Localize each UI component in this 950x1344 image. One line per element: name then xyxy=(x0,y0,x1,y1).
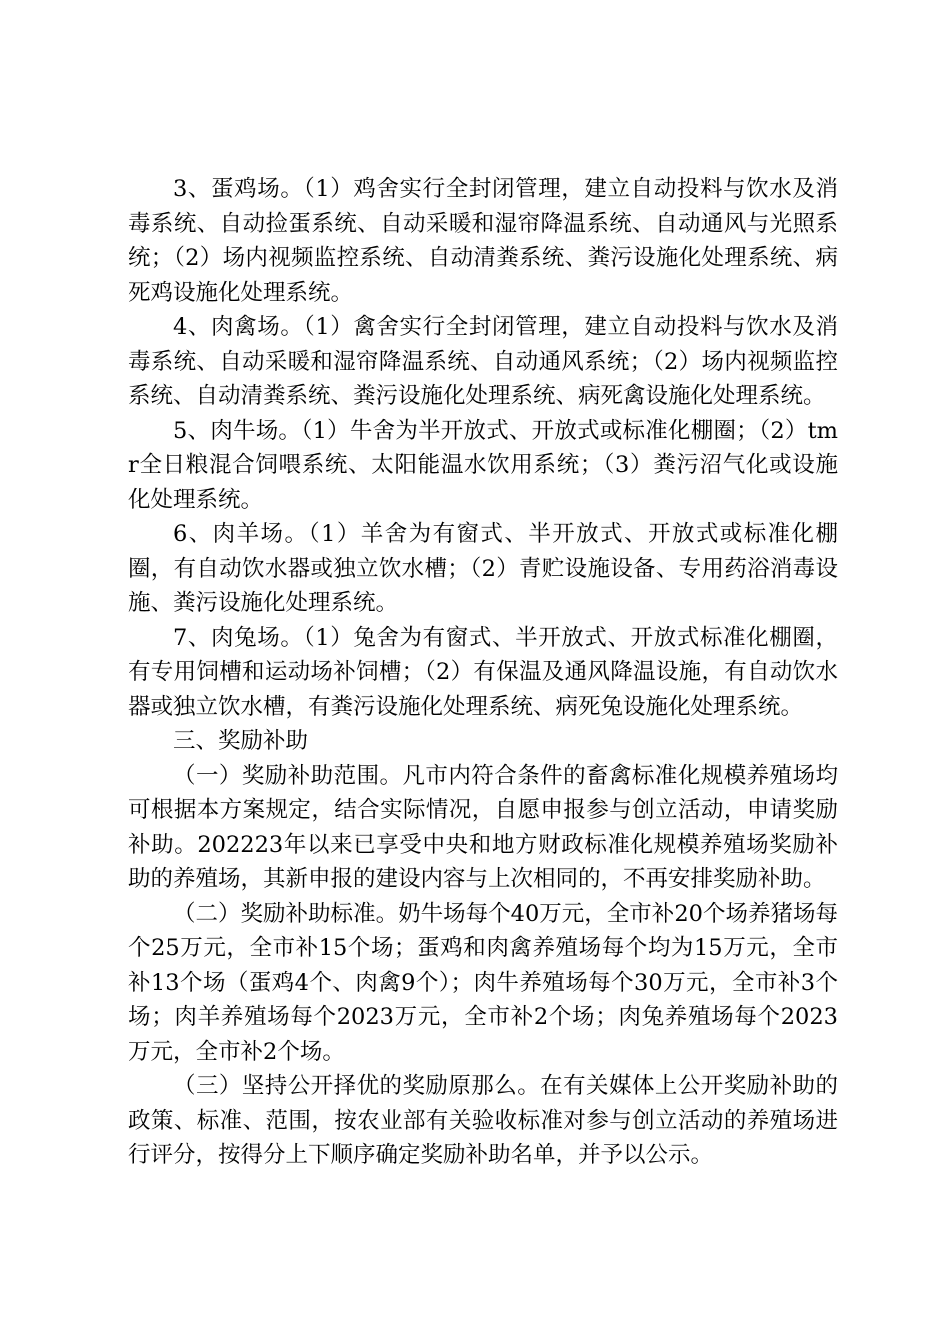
paragraph-reward-principle: （三）坚持公开择优的奖励原那么。在有关媒体上公开奖励补助的政策、标准、范围，按农业部有关验收标准对参与创立活动的养殖场进行评分，按得分上下顺序确定奖励补助名单，并予以公示。 xyxy=(128,1073,838,1168)
paragraph-rabbit-farm: 7、肉兔场。（1）兔舍为有窗式、半开放式、开放式标准化棚圈，有专用饲槽和运动场补饲槽；（2）有保温及通风降温设施，有自动饮水器或独立饮水槽，有粪污设施化处理系统、病死兔设施化处理系统。 xyxy=(128,624,838,720)
paragraph-mutton-sheep-farm: 6、肉羊场。（1）羊舍为有窗式、半开放式、开放式或标准化棚圈，有自动饮水器或独立饮水槽；（2）青贮设施设备、专用药浴消毒设施、粪污设施化处理系统。 xyxy=(128,521,838,616)
paragraph-egg-chicken-farm: 3、蛋鸡场。（1）鸡舍实行全封闭管理，建立自动投料与饮水及消毒系统、自动捡蛋系统、自动采暖和湿帘降温系统、自动通风与光照系统；（2）场内视频监控系统、自动清粪系统、粪污设施化处理系统、病死鸡设施化处理系统。 xyxy=(128,176,838,306)
paragraph-poultry-farm: 4、肉禽场。（1）禽舍实行全封闭管理，建立自动投料与饮水及消毒系统、自动采暖和湿帘降温系统、自动通风系统；（2）场内视频监控系统、自动清粪系统、粪污设施化处理系统、病死禽设施化处理系统。 xyxy=(128,314,838,409)
paragraph-reward-standard: （二）奖励补助标准。奶牛场每个40万元，全市补20个场养猪场每个25万元，全市补15个场；蛋鸡和肉禽养殖场每个均为15万元，全市补13个场（蛋鸡4个、肉禽9个）；肉牛养殖场每个30万元，全市补3个场；肉羊养殖场每个2023万元，全市补2个场；肉兔养殖场每个2023万元，全市补2个场。 xyxy=(128,900,838,1065)
document-body xyxy=(128,172,838,1173)
paragraph-beef-cattle-farm: 5、肉牛场。（1）牛舍为半开放式、开放式或标准化棚圈；（2）tmr全日粮混合饲喂系统、太阳能温水饮用系统；（3）粪污沼气化或设施化处理系统。 xyxy=(128,417,838,513)
paragraph-reward-scope: （一）奖励补助范围。凡市内符合条件的畜禽标准化规模养殖场均可根据本方案规定，结合实际情况，自愿申报参与创立活动，申请奖励补助。202223年以来已享受中央和地方财政标准化规模养殖场奖励补助的养殖场，其新申报的建设内容与上次相同的，不再安排奖励补助。 xyxy=(128,762,838,892)
section-heading-rewards: 三、奖励补助 xyxy=(173,728,309,754)
